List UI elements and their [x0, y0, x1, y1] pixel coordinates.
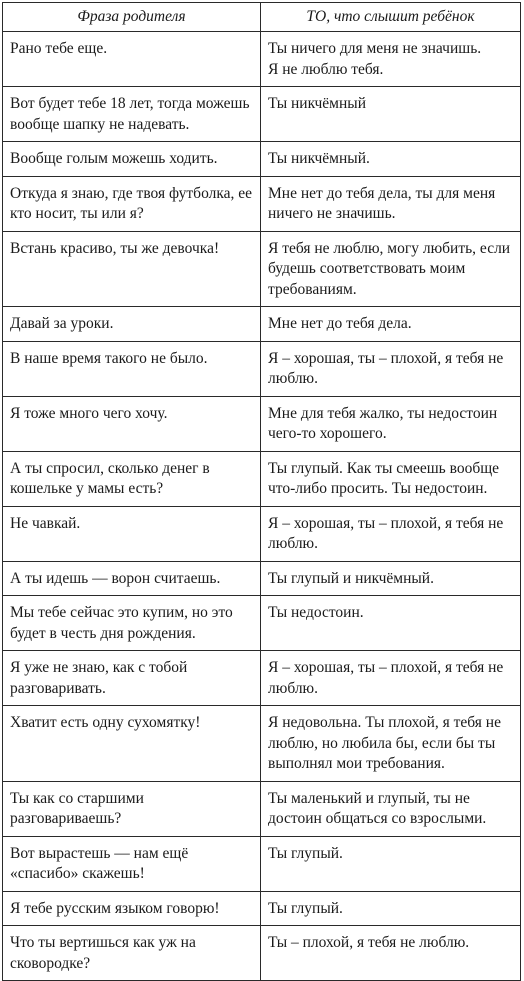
phrases-table	[2, 2, 521, 981]
parent-phrase-cell: Откуда я знаю, где твоя футболка, ее кто носит, ты или я?	[3, 176, 261, 231]
parent-phrase-cell: Не чавкай.	[3, 506, 261, 561]
table-row	[3, 561, 521, 596]
table-row	[3, 891, 521, 926]
parent-phrase-cell: Я тоже много чего хочу.	[3, 396, 261, 451]
parent-phrase-cell: Встань красиво, ты же девочка!	[3, 231, 261, 307]
child-hears-cell: Мне нет до тебя дела.	[261, 307, 521, 342]
parent-phrase-cell: Хватит есть одну сухомятку!	[3, 706, 261, 782]
header-parent-phrase: Фраза родителя	[3, 3, 261, 32]
table-row	[3, 341, 521, 396]
child-hears-cell: Ты недостоин.	[261, 596, 521, 651]
parent-phrase-cell: Вот вырастешь — нам ещё «спасибо» скажешь!	[3, 836, 261, 891]
table-row	[3, 451, 521, 506]
child-hears-cell: Ты глупый.	[261, 836, 521, 891]
child-hears-cell: Ты никчёмный.	[261, 142, 521, 177]
table-row	[3, 87, 521, 142]
parent-phrase-cell: В наше время такого не было.	[3, 341, 261, 396]
table-row	[3, 596, 521, 651]
table-row	[3, 781, 521, 836]
child-hears-cell: Ты ничего для меня не значишь. Я не люблю тебя.	[261, 32, 521, 87]
table-row	[3, 396, 521, 451]
child-hears-cell: Я – хорошая, ты – плохой, я тебя не люблю.	[261, 341, 521, 396]
child-hears-cell: Я – хорошая, ты – плохой, я тебя не люблю.	[261, 506, 521, 561]
parent-phrase-cell: Рано тебе еще.	[3, 32, 261, 87]
table-row	[3, 307, 521, 342]
child-hears-cell: Ты глупый. Как ты смеешь вообще что-либо просить. Ты недостоин.	[261, 451, 521, 506]
child-hears-cell: Ты маленький и глупый, ты не достоин общаться со взрослыми.	[261, 781, 521, 836]
child-hears-cell: Ты глупый и никчёмный.	[261, 561, 521, 596]
table-row	[3, 32, 521, 87]
table-row	[3, 836, 521, 891]
table-body	[3, 32, 521, 981]
header-row	[3, 3, 521, 32]
parent-phrase-cell: А ты идешь — ворон считаешь.	[3, 561, 261, 596]
parent-phrase-cell: Я тебе русским языком говорю!	[3, 891, 261, 926]
header-child-hears: ТО, что слышит ребёнок	[261, 3, 521, 32]
parent-phrase-cell: Давай за уроки.	[3, 307, 261, 342]
child-hears-cell: Мне нет до тебя дела, ты для меня ничего не значишь.	[261, 176, 521, 231]
table-row	[3, 926, 521, 981]
table-row	[3, 506, 521, 561]
child-hears-cell: Я тебя не люблю, могу любить, если будешь соответствовать моим требованиям.	[261, 231, 521, 307]
table-row	[3, 706, 521, 782]
child-hears-cell: Я – хорошая, ты – плохой, я тебя не люблю.	[261, 651, 521, 706]
parent-phrase-cell: Мы тебе сейчас это купим, но это будет в честь дня рождения.	[3, 596, 261, 651]
child-hears-cell: Мне для тебя жалко, ты недостоин чего-то хорошего.	[261, 396, 521, 451]
parent-phrase-cell: Вот будет тебе 18 лет, тогда можешь вообще шапку не надевать.	[3, 87, 261, 142]
child-hears-cell: Я недовольна. Ты плохой, я тебя не люблю, но любила бы, если бы ты выполнял мои требования.	[261, 706, 521, 782]
table-row	[3, 176, 521, 231]
parent-phrase-cell: Ты как со старшими разговариваешь?	[3, 781, 261, 836]
table-row	[3, 231, 521, 307]
table-row	[3, 651, 521, 706]
table-row	[3, 142, 521, 177]
parent-phrase-cell: А ты спросил, сколько денег в кошельке у мамы есть?	[3, 451, 261, 506]
parent-phrase-cell: Что ты вертишься как уж на сковородке?	[3, 926, 261, 981]
parent-phrase-cell: Вообще голым можешь ходить.	[3, 142, 261, 177]
child-hears-cell: Ты никчёмный	[261, 87, 521, 142]
child-hears-cell: Ты глупый.	[261, 891, 521, 926]
parent-phrase-cell: Я уже не знаю, как с тобой разговаривать.	[3, 651, 261, 706]
child-hears-cell: Ты – плохой, я тебя не люблю.	[261, 926, 521, 981]
